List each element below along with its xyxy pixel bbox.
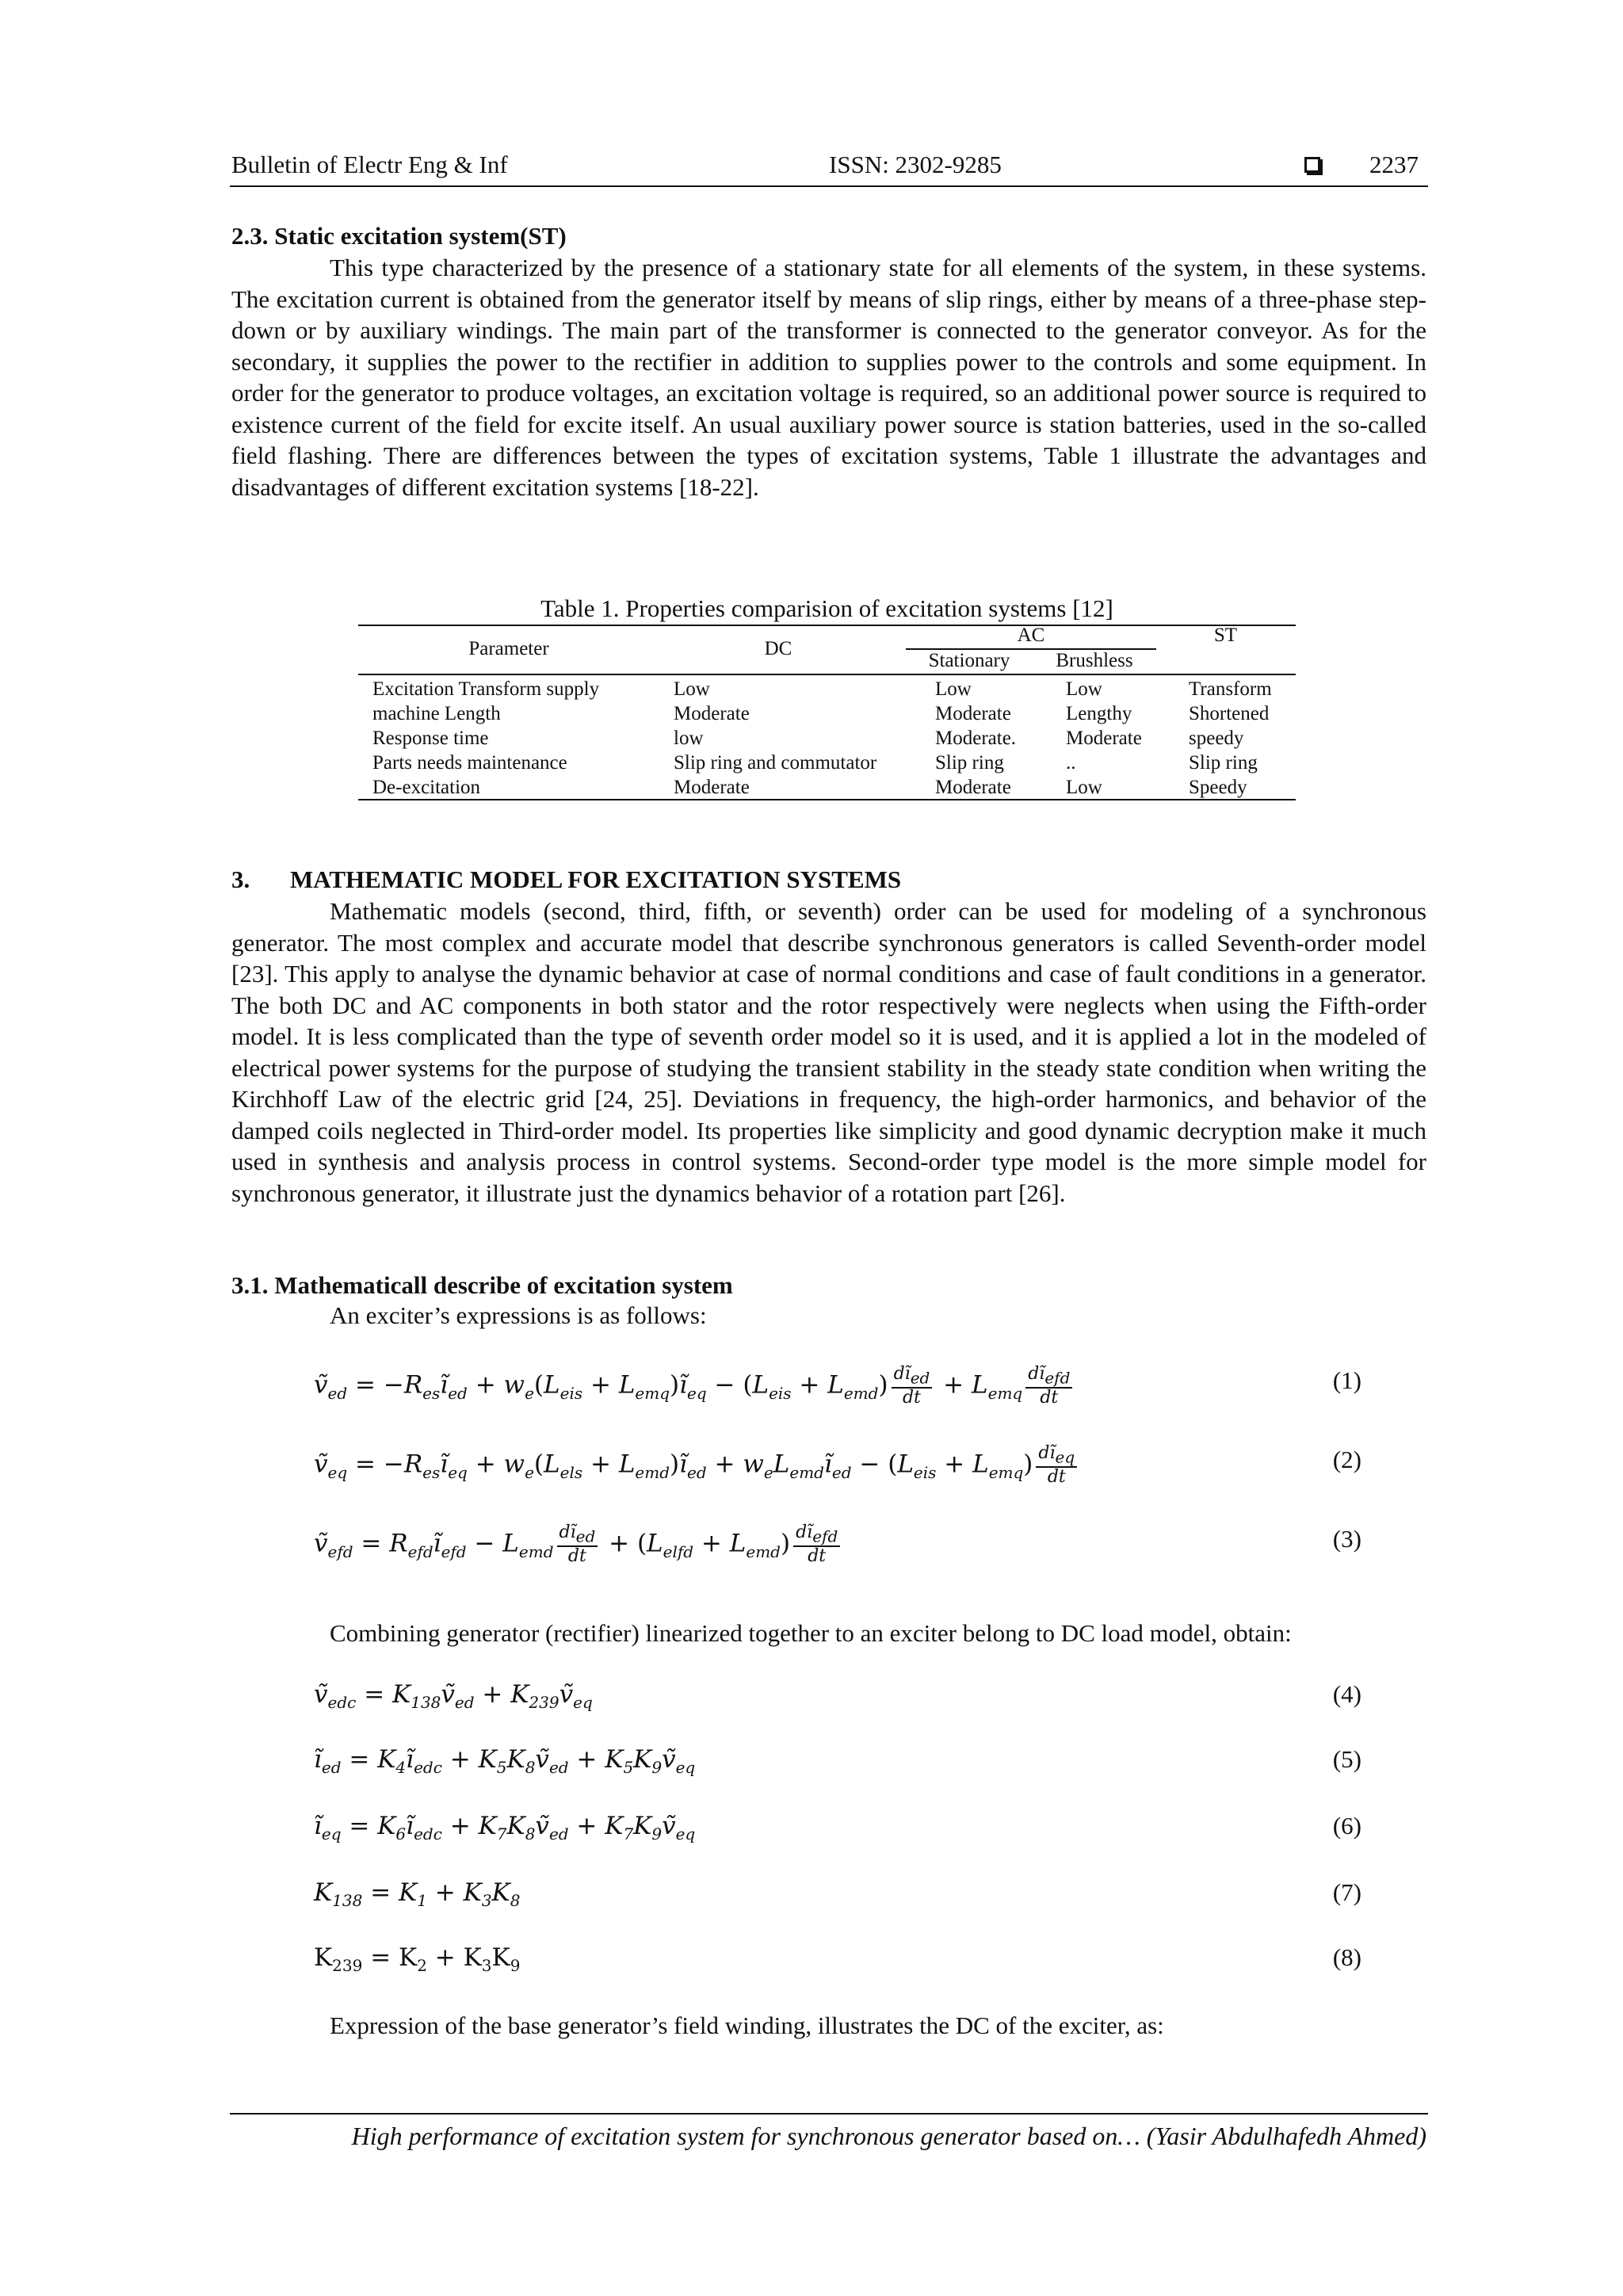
equation-4: ṽ$_{edc}$ = $K_{138}ṽ_{ed}$ + $K_{239}ṽ_{eq}$ <box>314 1680 593 1713</box>
table-row: Excitation Transform supply Low Low Low Transform <box>372 678 1272 700</box>
section-2-3-heading: 2.3. Static excitation system(ST) <box>231 222 567 250</box>
section-3-1-intro: An exciter’s expressions is as follows: <box>330 1301 707 1329</box>
equation-3: ṽ$_{efd}$ = $R_{efd}ĩ_{efd} - L_{emd}$ $\frac{dĩ_{ed}}{dt}$ + $(L_{elfd} + L_{emd})$ $\frac{dĩ_{efd}}{dt}$ <box>314 1523 843 1568</box>
equation-number-5: (5) <box>1332 1745 1361 1773</box>
table-caption: Table 1. Properties comparision of excitation systems [12] <box>540 594 1113 622</box>
footer-rule <box>230 2113 1428 2115</box>
square-bullet-icon <box>1304 157 1320 173</box>
issn: ISSN: 2302-9285 <box>829 151 1002 178</box>
page-number: 2237 <box>1369 151 1419 178</box>
table-header-rule <box>358 674 1296 675</box>
combining-text: Combining generator (rectifier) linearized together to an exciter belong to DC load model, obtain: <box>330 1619 1292 1647</box>
equation-2: ṽ$_{eq}$ = $-R_{es}ĩ_{eq} + w_e(L_{els}$ + $L_{emd})ĩ_{ed}$ + $w_eL_{emd}ĩ_{ed} - (L_{eis} + L_{emq})$ $\frac{dĩ_{eq}}{dt}$ <box>314 1444 1080 1488</box>
table-header-brushless: Brushless <box>1056 650 1133 671</box>
equation-number-4: (4) <box>1332 1680 1361 1708</box>
table-row: machine Length Moderate Moderate Lengthy Shortened <box>372 703 1270 724</box>
table-header-st: ST <box>1213 625 1238 646</box>
equation-number-1: (1) <box>1332 1366 1361 1394</box>
table-row: Response time low Moderate. Moderate speedy <box>372 728 1244 749</box>
equation-number-2: (2) <box>1332 1446 1361 1473</box>
section-3-1-heading: 3.1. Mathematicall describe of excitation system <box>231 1271 733 1299</box>
closing-text: Expression of the base generator’s field winding, illustrates the DC of the exciter, as: <box>330 2011 1164 2039</box>
equation-7: $K_{138} = K_1 + K_3K_8$ <box>314 1878 521 1911</box>
table-row: De-excitation Moderate Moderate Low Speedy <box>372 777 1247 798</box>
section-3-paragraph: Mathematic models (second, third, fifth, or seventh) order can be used for modeling of a synchronous generator. The most complex and accurate model that describe synchronous generators is called Seventh-order model [23]. This apply to analyse the dynamic behavior at case of normal conditions and case of fault conditions in a generator. The both DC and AC components in both stator and the rotor respectively were neglects when using the Fifth-order model. It is less complicated than the type of seventh order model so it is used, and it is applied a lot in the modeled of electrical power systems for the purpose of studying the transient stability in the steady state condition when writing the Kirchhoff Law of the electric grid [24, 25]. Deviations in frequency, the high-order harmonics, and behavior of the damped coils neglected in Third-order model. Its properties like simplicity and good dynamic decryption make it much used in synthesis and analysis process in control systems. Second-order type model is the more simple model for synchronous generator, it illustrate just the dynamics behavior of a rotation part [26]. <box>231 897 1426 1207</box>
equation-number-7: (7) <box>1332 1878 1361 1906</box>
section-3-number: 3. <box>231 865 250 893</box>
section-3-heading: MATHEMATIC MODEL FOR EXCITATION SYSTEMS <box>290 865 902 893</box>
section-2-3-paragraph: This type characterized by the presence of a stationary state for all elements of the system, in these systems. The excitation current is obtained from the generator itself by means of slip rings, either by means of a three-phase step-down or by auxiliary windings. The main part of the transformer is connected to the generator conveyor. As for the secondary, it supplies the power to the rectifier in addition to supplies power to the controls and some equipment. In order for the generator to produce voltages, an excitation voltage is required, so an additional power source is required to existence current of the field for excite itself. An usual auxiliary power source is station batteries, used in the so-called field flashing. There are differences between the types of excitation systems, Table 1 illustrate the advantages and disadvantages of different excitation systems [18-22]. <box>231 254 1426 501</box>
equation-number-6: (6) <box>1332 1812 1361 1839</box>
table-row: Parts needs maintenance Slip ring and commutator Slip ring .. Slip ring <box>372 752 1258 774</box>
equation-1: ṽ$_{ed}$ = $-R_{es}ĩ_{ed} + w_e(L_{eis}$ + $L_{emq})ĩ_{eq} - (L_{eis} + L_{emd})$ $\frac{dĩ_{ed}}{dt}$ + $L_{emq}$ $\frac{dĩ_{efd}}{dt}$ <box>314 1365 1075 1409</box>
equation-number-8: (8) <box>1332 1943 1361 1971</box>
table-header-dc: DC <box>764 638 792 659</box>
equation-5: $ĩ_{ed}$ = $K_4ĩ_{edc}$ + $K_5K_8ṽ_{ed}$ + $K_5K_9ṽ_{eq}$ <box>314 1745 696 1778</box>
table-header-stationary: Stationary <box>928 650 1010 671</box>
header-rule <box>230 185 1428 187</box>
table-header-parameter: Parameter <box>468 638 549 659</box>
properties-table <box>358 677 1296 800</box>
equation-number-3: (3) <box>1332 1525 1361 1553</box>
equation-6: $ĩ_{eq}$ = $K_6ĩ_{edc}$ + $K_7K_8ṽ_{ed}$ + $K_7K_9ṽ_{eq}$ <box>314 1812 696 1844</box>
equation-8: $K_{239} = K_2 + K_3K_9$ <box>314 1943 521 1976</box>
table-header-ac: AC <box>1017 625 1045 646</box>
journal-name: Bulletin of Electr Eng & Inf <box>231 151 508 178</box>
footer-text: High performance of excitation system for synchronous generator based on… (Yasir Abdulhafedh Ahmed) <box>351 2122 1426 2150</box>
